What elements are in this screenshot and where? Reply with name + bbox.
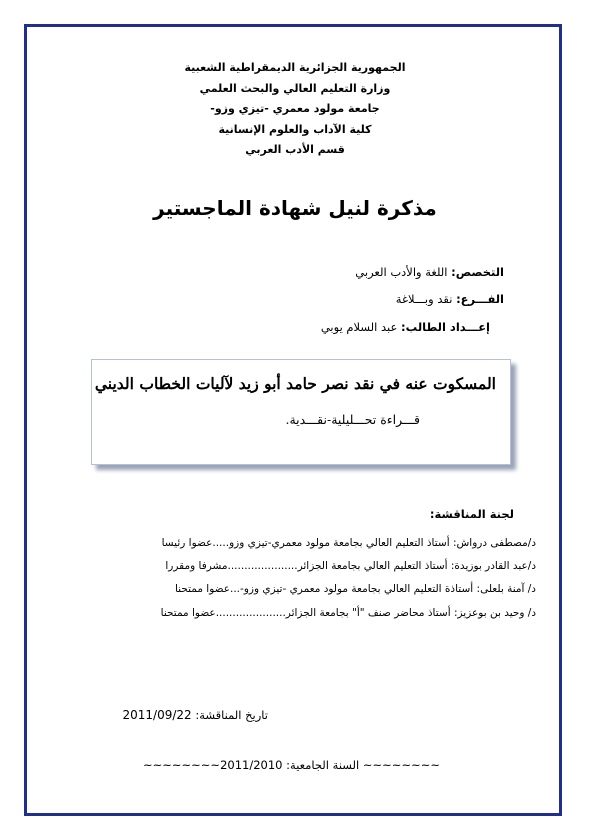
specialty-label: التخصص: (451, 265, 504, 279)
branch-label: الفـــرع: (456, 292, 504, 306)
academic-year: ~~~~~~~~ السنة الجامعية: 2011/2010~~~~~~~~ (142, 758, 440, 772)
committee-member: د/مصطفى درواش: أستاذ التعليم العالي بجامعة مولود معمري-تيزي وزو.....عضوا رئيسا (161, 537, 536, 549)
thesis-subtitle: قـــراءة تحـــليلية-نقـــدية. (285, 412, 420, 427)
committee-title: لجنة المناقشة: (429, 507, 514, 521)
branch-row (396, 290, 504, 308)
thesis-title: المسكوت عنه في نقد نصر حامد أبو زيد لآليات الخطاب الديني (94, 374, 496, 393)
student-label: إعـــداد الطالب: (401, 320, 490, 334)
specialty-row (355, 263, 504, 281)
student-value: عبد السلام يوبي (320, 320, 398, 334)
specialty-value: اللغة والأدب العربي (355, 265, 448, 279)
header-line-university: جامعة مولود معمري -تيزي وزو- (210, 102, 380, 115)
header-line-ministry: وزارة التعليم العالي والبحث العلمي (199, 81, 391, 95)
thesis-title-box (91, 359, 511, 465)
header-line-republic: الجمهورية الجزائرية الديمقراطية الشعبية (184, 61, 406, 74)
header-line-department: قسم الأدب العربي (245, 143, 345, 156)
committee-member: د/ آمنة بلعلى: أستاذة التعليم العالي بجامعة مولود معمري -تيزي وزو-...عضوا ممتحنا (174, 583, 536, 595)
defense-date-row (123, 706, 268, 724)
header-line-faculty: كلية الآداب والعلوم الإنسانية (218, 122, 372, 136)
branch-value: نقد وبـــلاغة (395, 292, 453, 306)
committee-member: د/ وحيد بن بوعزيز: أستاذ محاضر صنف "أ" بجامعة الجزائر.....................عضوا ممتحنا (160, 607, 536, 619)
committee-member: د/عبد القادر بوزيدة: أستاذ التعليم العالي بجامعة الجزائر.....................مشرفا ومقررا (165, 560, 536, 572)
defense-date-value: 2011/09/22 (122, 708, 192, 722)
defense-date-label: تاريخ المناقشة: (195, 708, 268, 722)
student-row (321, 318, 490, 336)
institution-header (60, 58, 530, 161)
page-title: مذكرة لنيل شهادة الماجستير (153, 196, 437, 220)
